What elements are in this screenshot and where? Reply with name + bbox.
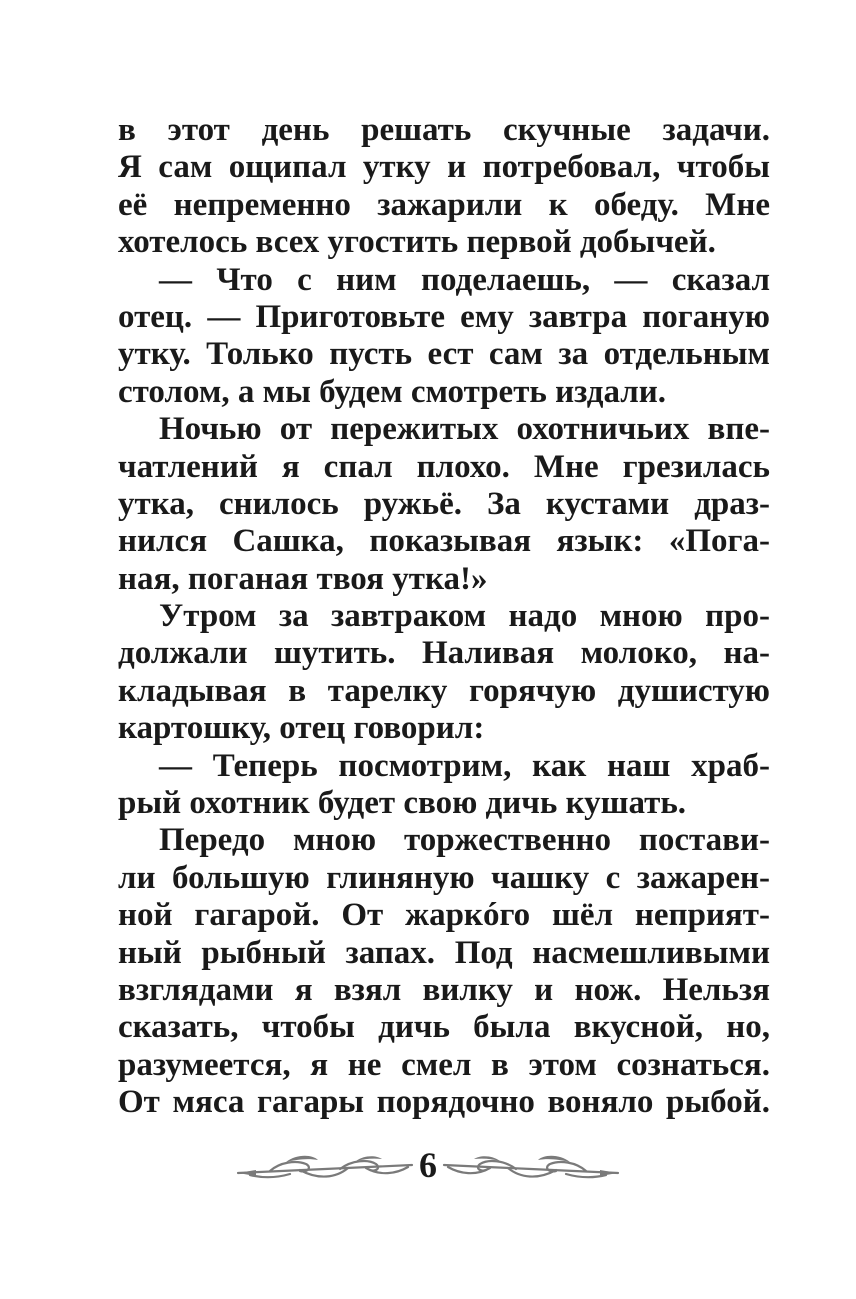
text-line: картошку, отец говорил: — [118, 710, 485, 747]
text-line: Передо мною торжественно постави- — [159, 822, 770, 859]
text-line: взглядами я взял вилку и нож. Нельзя — [118, 971, 770, 1008]
text-line: ли большую глиняную чашку с зажарен- — [118, 859, 770, 896]
text-line: столом, а мы будем смотреть издали. — [118, 373, 667, 410]
text-line: ная, поганая твоя утка!» — [118, 560, 488, 597]
page-number: 6 — [419, 1145, 437, 1185]
text-line: разумеется, я не смел в этом сознаться. — [118, 1046, 770, 1083]
text-line: чатлений я спал плохо. Мне грезилась — [118, 448, 770, 485]
text-line: её непременно зажарили к обеду. Мне — [118, 186, 770, 223]
text-line: — Что с ним поделаешь, — сказал — [159, 261, 770, 298]
text-line: хотелось всех угостить первой добычей. — [118, 224, 716, 261]
text-line: рый охотник будет свою дичь кушать. — [118, 785, 687, 822]
text-line: ной гагарой. От жаркóго шёл неприят- — [118, 897, 770, 934]
text-line: отец. — Приготовьте ему завтра поганую — [118, 298, 770, 335]
text-line: ный рыбный запах. Под насмешливыми — [118, 934, 770, 971]
text-line: Утром за завтраком надо мною про- — [159, 598, 770, 635]
page-body-text — [118, 112, 770, 1122]
text-line: утка, снилось ружьё. За кустами драз- — [118, 485, 770, 522]
text-line: Я сам ощипал утку и потребовал, чтобы — [118, 149, 770, 186]
text-line: утку. Только пусть ест сам за отдельным — [118, 336, 770, 373]
text-line: — Теперь посмотрим, как наш храб- — [159, 747, 770, 784]
text-line: в этот день решать скучные задачи. — [118, 112, 770, 148]
text-line: Ночью от пережитых охотничьих впе- — [159, 411, 770, 448]
text-line: должали шутить. Наливая молоко, на- — [118, 635, 770, 672]
text-line: нился Сашка, показывая язык: «Пога- — [118, 523, 770, 560]
text-line: От мяса гагары порядочно воняло рыбой. — [118, 1084, 770, 1121]
text-line: кладывая в тарелку горячую душистую — [118, 672, 770, 709]
text-line: сказать, чтобы дичь была вкусной, но, — [118, 1009, 770, 1046]
